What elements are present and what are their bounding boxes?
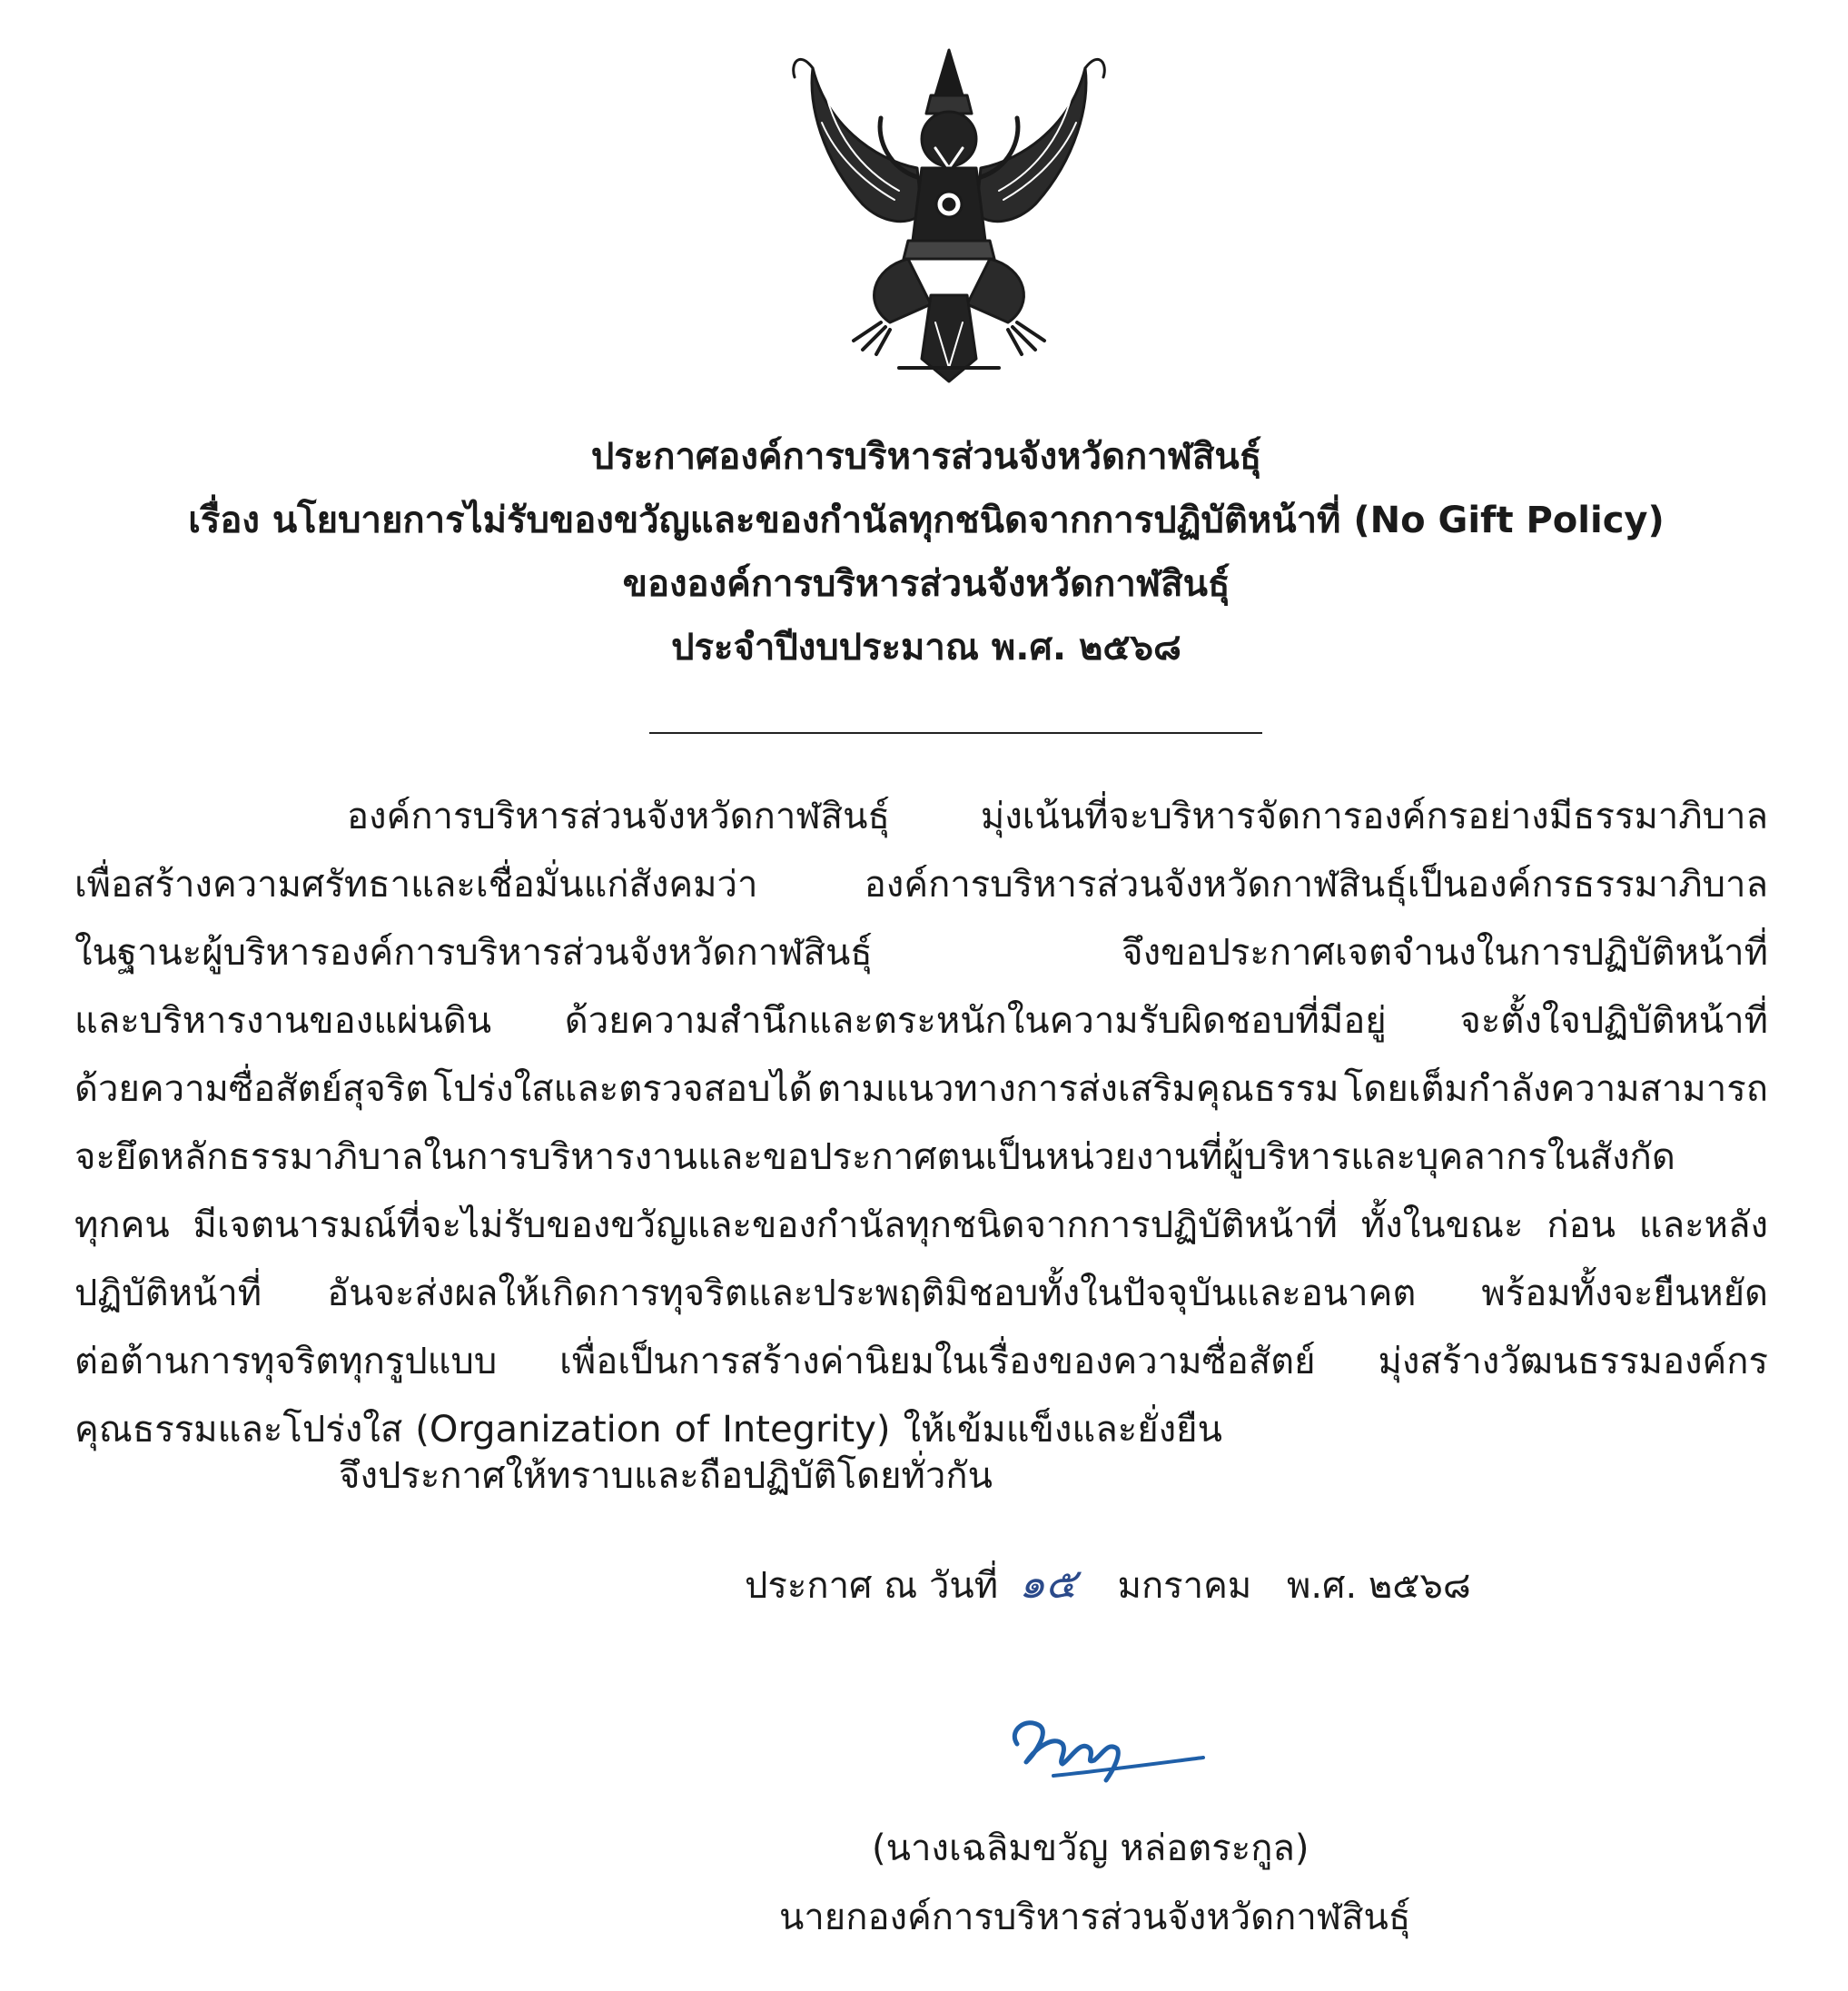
body-word: เพื่อเป็นการสร้างค่านิยมในเรื่องของความซื่อสัตย์ (559, 1341, 1316, 1382)
body-word: ด้วยความซื่อสัตย์สุจริต (74, 1068, 430, 1110)
body-word: พร้อมทั้งจะยืนหยัด (1481, 1273, 1768, 1314)
body-word: ทั้งในขณะ (1360, 1204, 1524, 1246)
closing-statement: จึงประกาศให้ทราบและถือปฏิบัติโดยทั่วกัน (339, 1455, 993, 1497)
body-word: องค์การบริหารส่วนจังหวัดกาฬสินธุ์เป็นองค์กรธรรมาภิบาล (864, 864, 1768, 906)
body-line (74, 1328, 1768, 1396)
body-word: จึงขอประกาศเจตจำนงในการปฏิบัติหน้าที่ (1122, 932, 1768, 974)
body-word: ทุกคน (74, 1204, 170, 1246)
body-word: ก่อน (1547, 1204, 1616, 1246)
body-word: of (674, 1409, 710, 1451)
body-word: Integrity) (722, 1409, 891, 1451)
title-line-4: ประจำปีงบประมาณ พ.ศ. ๒๕๖๘ (671, 627, 1181, 669)
body-word: ตามแนวทางการส่งเสริมคุณธรรม (817, 1068, 1339, 1110)
body-word: อันจะส่งผลให้เกิดการทุจริตและประพฤติมิชอบทั้งในปัจจุบันและอนาคต (327, 1273, 1417, 1314)
body-line (74, 919, 1768, 987)
body-word: โดยเต็มกำลังความสามารถ (1343, 1068, 1768, 1110)
body-word: มุ่งสร้างวัฒนธรรมองค์กร (1378, 1341, 1768, 1382)
body-line (74, 1124, 1768, 1192)
body-word: จะยึดหลักธรรมาภิบาลในการบริหารงานและขอประกาศตนเป็นหน่วยงานที่ผู้บริหารและบุคลากรในสังกัด (74, 1136, 1675, 1178)
body-line (74, 851, 1768, 919)
announcement-date (745, 1551, 1471, 1618)
body-word: (Organization (415, 1409, 662, 1451)
date-month: มกราคม (1117, 1565, 1252, 1607)
body-word: คุณธรรมและโปร่งใส (74, 1409, 403, 1451)
body-word: จะตั้งใจปฏิบัติหน้าที่ (1459, 1000, 1768, 1042)
garuda-emblem-icon (772, 32, 1126, 395)
title-line-1: ประกาศองค์การบริหารส่วนจังหวัดกาฬสินธุ์ (590, 436, 1262, 478)
body-word: เพื่อสร้างความศรัทธาและเชื่อมั่นแก่สังคมว่า (74, 864, 758, 906)
body-line (74, 1260, 1768, 1328)
signer-title: นายกองค์การบริหารส่วนจังหวัดกาฬสินธุ์ (779, 1897, 1411, 1938)
body-word: มีเจตนารมณ์ที่จะไม่รับของขวัญและของกำนัลทุกชนิดจากการปฏิบัติหน้าที่ (193, 1204, 1338, 1246)
body-line (74, 987, 1768, 1055)
announcement-title (73, 425, 1780, 679)
body-word: และหลัง (1638, 1204, 1768, 1246)
body-word: และบริหารงานของแผ่นดิน (74, 1000, 492, 1042)
body-line (74, 1192, 1768, 1260)
body-word: โปร่งใสและตรวจสอบได้ (433, 1068, 813, 1110)
announcement-body (74, 783, 1768, 1464)
signer-name: (นางเฉลิมขวัญ หล่อตระกูล) (872, 1828, 1309, 1869)
body-line (74, 783, 1768, 851)
body-word: ในฐานะผู้บริหารองค์การบริหารส่วนจังหวัดกาฬสินธุ์ (74, 932, 873, 974)
body-line (74, 1055, 1768, 1124)
date-year: พ.ศ. ๒๕๖๘ (1286, 1565, 1471, 1607)
body-word: มุ่งเน้นที่จะบริหารจัดการองค์กรอย่างมีธรรมาภิบาล (980, 796, 1768, 837)
body-word: ด้วยความสำนึกและตระหนักในความรับผิดชอบที่มีอยู่ (564, 1000, 1387, 1042)
body-word: ปฏิบัติหน้าที่ (74, 1273, 262, 1314)
signature-icon (999, 1708, 1208, 1789)
body-word: องค์การบริหารส่วนจังหวัดกาฬสินธุ์ (347, 796, 890, 837)
date-day-handwritten: ๑๕ (1018, 1559, 1077, 1608)
body-word: ให้เข้มแข็งและยั่งยืน (903, 1409, 1222, 1451)
title-line-2: เรื่อง นโยบายการไม่รับของขวัญและของกำนัลทุกชนิดจากการปฏิบัติหน้าที่ (No Gift Policy) (188, 500, 1665, 541)
body-word: ต่อต้านการทุจริตทุกรูปแบบ (74, 1341, 498, 1382)
title-line-3: ขององค์การบริหารส่วนจังหวัดกาฬสินธุ์ (622, 563, 1230, 605)
date-prefix: ประกาศ ณ วันที่ (745, 1565, 999, 1607)
title-divider (649, 732, 1262, 734)
